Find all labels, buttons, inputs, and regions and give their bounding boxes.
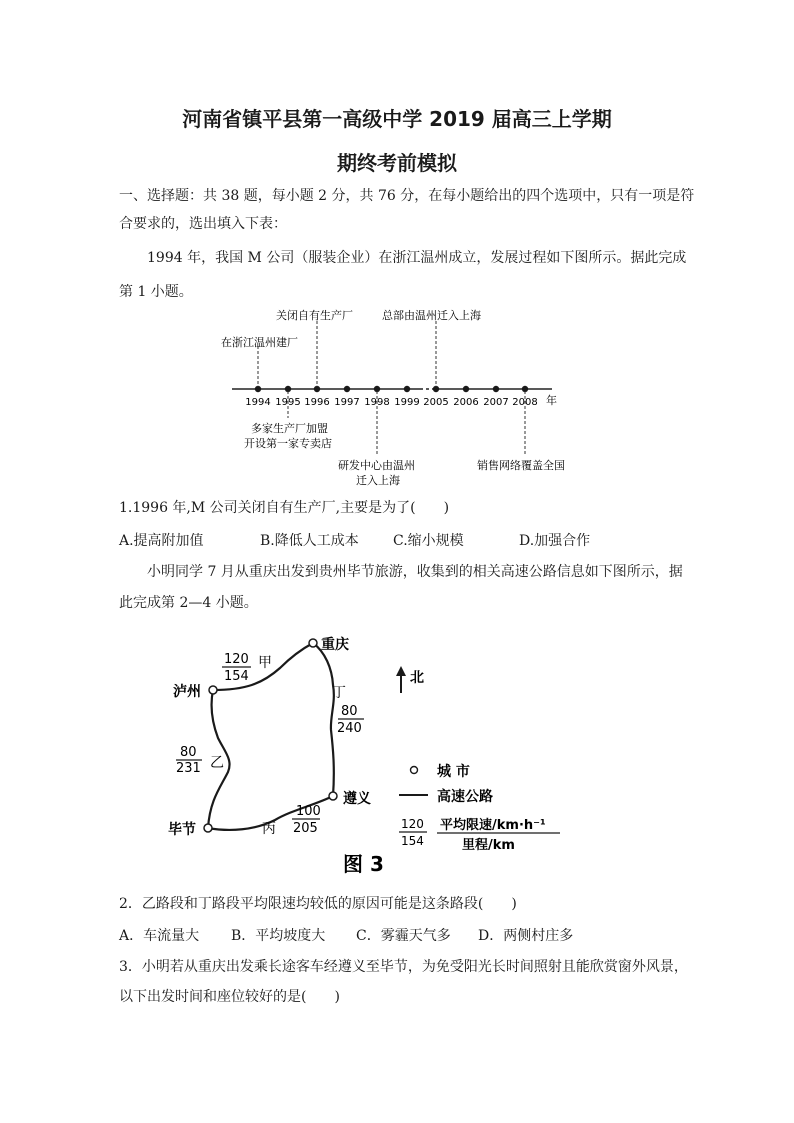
segment-yi-speed: 80 xyxy=(180,745,197,760)
legend-sample-speed: 120 xyxy=(401,817,424,831)
city-marker-bijie xyxy=(204,824,212,832)
segment-bing-length: 205 xyxy=(293,821,318,836)
q2-option-c: C．雾霾天气多 xyxy=(356,928,451,944)
north-arrow-icon xyxy=(396,666,406,693)
segment-jia-name: 甲 xyxy=(258,655,272,671)
timeline-year-2005: 2005 xyxy=(423,397,449,408)
event-1996: 关闭自有生产厂 xyxy=(276,309,353,322)
q3-line2: 以下出发时间和座位较好的是( ) xyxy=(119,989,340,1005)
page-subtitle: 期终考前模拟 xyxy=(337,151,457,175)
city-marker-chongqing xyxy=(309,639,317,647)
north-label: 北 xyxy=(410,670,424,686)
section-intro-line1: 一、选择题：共 38 题，每小题 2 分，共 76 分，在每小题给出的四个选项中，只有一项是符 xyxy=(119,188,695,204)
city-marker-luzhou xyxy=(209,686,217,694)
stem2-line2: 此完成第 2—4 小题。 xyxy=(119,595,258,611)
timeline-year-1996: 1996 xyxy=(304,397,330,408)
segment-yi-name: 乙 xyxy=(210,755,224,771)
segment-jia-length: 154 xyxy=(224,669,249,684)
page-title: 河南省镇平县第一高级中学 2019 届高三上学期 xyxy=(182,107,612,131)
q1-option-a: A.提高附加值 xyxy=(119,533,204,549)
city-label-luzhou: 泸州 xyxy=(173,684,201,700)
segment-yi-length: 231 xyxy=(176,761,201,776)
timeline-year-2008: 2008 xyxy=(512,397,538,408)
segment-ding-speed: 80 xyxy=(341,704,358,719)
figure-caption: 图 3 xyxy=(343,852,384,876)
event-1998-line2: 迁入上海 xyxy=(356,474,400,487)
segment-ding-road xyxy=(313,643,334,796)
city-label-bijie: 毕节 xyxy=(168,822,196,838)
event-1995-line2: 开设第一家专卖店 xyxy=(244,437,332,450)
timeline-year-1997: 1997 xyxy=(334,397,360,408)
legend-highway-label: 高速公路 xyxy=(437,789,493,805)
event-1994: 在浙江温州建厂 xyxy=(221,336,298,349)
q2-option-a: A．车流量大 xyxy=(119,928,200,944)
timeline-year-2007: 2007 xyxy=(483,397,509,408)
city-marker-zunyi xyxy=(329,792,337,800)
event-2008: 销售网络覆盖全国 xyxy=(477,459,565,472)
segment-ding-length: 240 xyxy=(337,721,362,736)
event-1998-line1: 研发中心由温州 xyxy=(338,459,415,472)
q1-stem: 1.1996 年,M 公司关闭自有生产厂,主要是为了( ) xyxy=(119,500,450,516)
event-1995-line1: 多家生产厂加盟 xyxy=(251,422,328,435)
timeline-year-1998: 1998 xyxy=(364,397,390,408)
legend-sample-length: 154 xyxy=(401,834,424,848)
q2-option-d: D．两侧村庄多 xyxy=(478,928,574,944)
timeline-year-2006: 2006 xyxy=(453,397,479,408)
segment-jia-speed: 120 xyxy=(224,652,249,667)
segment-bing-speed: 100 xyxy=(296,804,321,819)
stem1-line1: 1994 年，我国 M 公司（服装企业）在浙江温州成立，发展过程如下图所示。据此完成 xyxy=(147,250,687,266)
q1-option-b: B.降低人工成本 xyxy=(260,533,359,549)
timeline-year-1994: 1994 xyxy=(245,397,271,408)
segment-bing-name: 丙 xyxy=(262,821,276,837)
q3-line1: 3．小明若从重庆出发乘长途客车经遵义至毕节，为免受阳光长时间照射且能欣赏窗外风景， xyxy=(119,959,688,975)
q2-stem: 2．乙路段和丁路段平均限速均较低的原因可能是这条路段( ) xyxy=(119,896,517,912)
legend-city-icon xyxy=(411,767,418,774)
city-label-zunyi: 遵义 xyxy=(343,791,371,807)
timeline-year-1995: 1995 xyxy=(275,397,301,408)
q2-option-b: B．平均坡度大 xyxy=(231,928,326,944)
segment-ding-name: 丁 xyxy=(332,685,346,701)
stem2-line1: 小明同学 7 月从重庆出发到贵州毕节旅游，收集到的相关高速公路信息如下图所示，据 xyxy=(147,564,683,580)
q1-option-c: C.缩小规模 xyxy=(393,533,464,549)
timeline-year-1999: 1999 xyxy=(394,397,420,408)
legend-city-label: 城 市 xyxy=(437,764,470,780)
q1-option-d: D.加强合作 xyxy=(519,533,591,549)
legend-length-label: 里程/km xyxy=(462,838,515,853)
city-label-chongqing: 重庆 xyxy=(321,637,349,653)
legend-speed-label: 平均限速/km·h⁻¹ xyxy=(440,818,546,833)
stem1-line2: 第 1 小题。 xyxy=(119,284,193,300)
timeline-unit: 年 xyxy=(546,394,557,407)
event-2005: 总部由温州迁入上海 xyxy=(382,309,481,322)
section-intro-line2: 合要求的，选出填入下表： xyxy=(119,216,287,232)
